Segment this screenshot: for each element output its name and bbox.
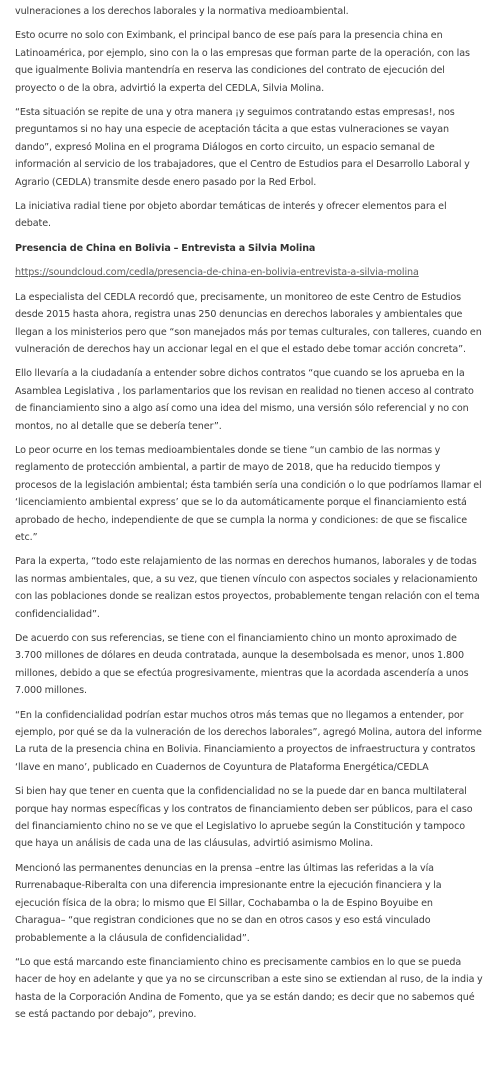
article-paragraph: La especialista del CEDLA recordó que, precisamente, un monitoreo de este Centro de Estudios desde 2015 hasta ahora, registra unas 250 denuncias en derechos laborales y ambientales que llegan a los ministerios pero que “son manejados más por temas culturales, con talleres, cuando en vulneración de derechos hay un accionar legal en el que el estado debe tomar acción concreta”. (15, 291, 482, 355)
article-paragraph: Lo peor ocurre en los temas medioambientales donde se tiene “un cambio de las normas y reglamento de protección ambiental, a partir de mayo de 2018, que ha reducido tiempos y procesos de la legislación ambiental; ésta también sería una condición o lo que podríamos llamar el ‘licenciamiento ambiental express’ que se lo da automáticamente porque el financiamiento está aprobado de hecho, independiente de que se cumpla la norma y condiciones: de que se fiscalice etc.” (15, 444, 482, 543)
soundcloud-link[interactable]: https://soundcloud.com/cedla/presencia-de-china-en-bolivia-entrevista-a-silvia-molina (15, 267, 419, 279)
article-paragraph: Para la experta, “todo este relajamiento de las normas en derechos humanos, laborales y de todas las normas ambientales, que, a su vez, que tienen vínculo con aspectos sociales y relacionamiento con las poblaciones donde se realizan estos proyectos, probablemente tengan relación con el tema confidencialidad”. (15, 556, 480, 620)
article-paragraph: vulneraciones a los derechos laborales y la normativa medioambiental. (15, 6, 349, 17)
article-paragraph: La iniciativa radial tiene por objeto abordar temáticas de interés y ofrecer elementos para el debate. (15, 201, 447, 230)
article-paragraph: Si bien hay que tener en cuenta que la confidencialidad no se la puede dar en banca multilateral porque hay normas específicas y los contratos de financiamiento deben ser públicos, para el caso del financiamiento chino no se ve que el Legislativo lo apruebe según la Constitución y tampoco que haya un análisis de cada una de las cláusulas, advirtió asimismo Molina. (15, 786, 473, 850)
article-paragraph: “En la confidencialidad podrían estar muchos otros más temas que no llegamos a entender, por ejemplo, por qué se da la vulneración de los derechos laborales”, agregó Molina, autora del informe La ruta de la presencia china en Bolivia. Financiamiento a proyectos de infraestructura y contratos ‘llave en mano’, publicado en Cuadernos de Coyuntura de Plataforma Energética/CEDLA (15, 709, 482, 773)
link-paragraph (15, 264, 484, 281)
article-paragraph: Esto ocurre no solo con Eximbank, el principal banco de ese país para la presencia china en Latinoamérica, por ejemplo, sino con la o las empresas que forman parte de la operación, con las que igualmente Bolivia mantendría en reserva las condiciones del contrato de ejecución del proyecto o de la obra, advirtió la experta del CEDLA, Silvia Molina. (15, 30, 470, 94)
article-paragraph: “Lo que está marcando este financiamiento chino es precisamente cambios en lo que se pueda hacer de hoy en adelante y que ya no se circunscriban a este sino se extiendan al ruso, de la india y hasta de la Corporación Andina de Fomento, que ya se están dando; es decir que no sabemos qué se está pactando por debajo”, previno. (15, 956, 483, 1021)
article-paragraph: De acuerdo con sus referencias, se tiene con el financiamiento chino un monto aproximado de 3.700 millones de dólares en deuda contratada, aunque la desembolsada es menor, unos 1.800 millones, debido a que se efectúa progresivamente, mientras que la acordada ascendería a unos 7.000 millones. (15, 633, 469, 697)
article-paragraph: Mencionó las permanentes denuncias en la prensa –entre las últimas las referidas a la vía Rurrenabaque-Riberalta con una diferencia impresionante entre la ejecución financiera y la ejecución física de la obra; lo mismo que El Sillar, Cochabamba o la de Espino Boyuibe en Charagua– “que registran condiciones que no se dan en otros casos y eso está vinculado probablemente a la cláusula de confidencialidad”. (15, 862, 442, 944)
section-heading: Presencia de China en Bolivia – Entrevista a Silvia Molina (15, 242, 316, 254)
article-paragraph: Ello llevaría a la ciudadanía a entender sobre dichos contratos “que cuando se los aprueba en la Asamblea Legislativa , los parlamentarios que los revisan en realidad no tienen acceso al contrato de financiamiento sino a algo así como una idea del mismo, una versión sólo referencial y no con montos, no al detalle que se debería tener”. (15, 368, 474, 432)
article-paragraph: “Esta situación se repite de una y otra manera ¡y seguimos contratando estas empresas!, nos preguntamos si no hay una especie de aceptación tácita a que estas vulneraciones se vayan dando”, expresó Molina en el programa Diálogos en corto circuito, un espacio semanal de información al servicio de los trabajadores, que el Centro de Estudios para el Desarrollo Laboral y Agrario (CEDLA) transmite desde enero pasado por la Red Erbol. (15, 107, 470, 188)
